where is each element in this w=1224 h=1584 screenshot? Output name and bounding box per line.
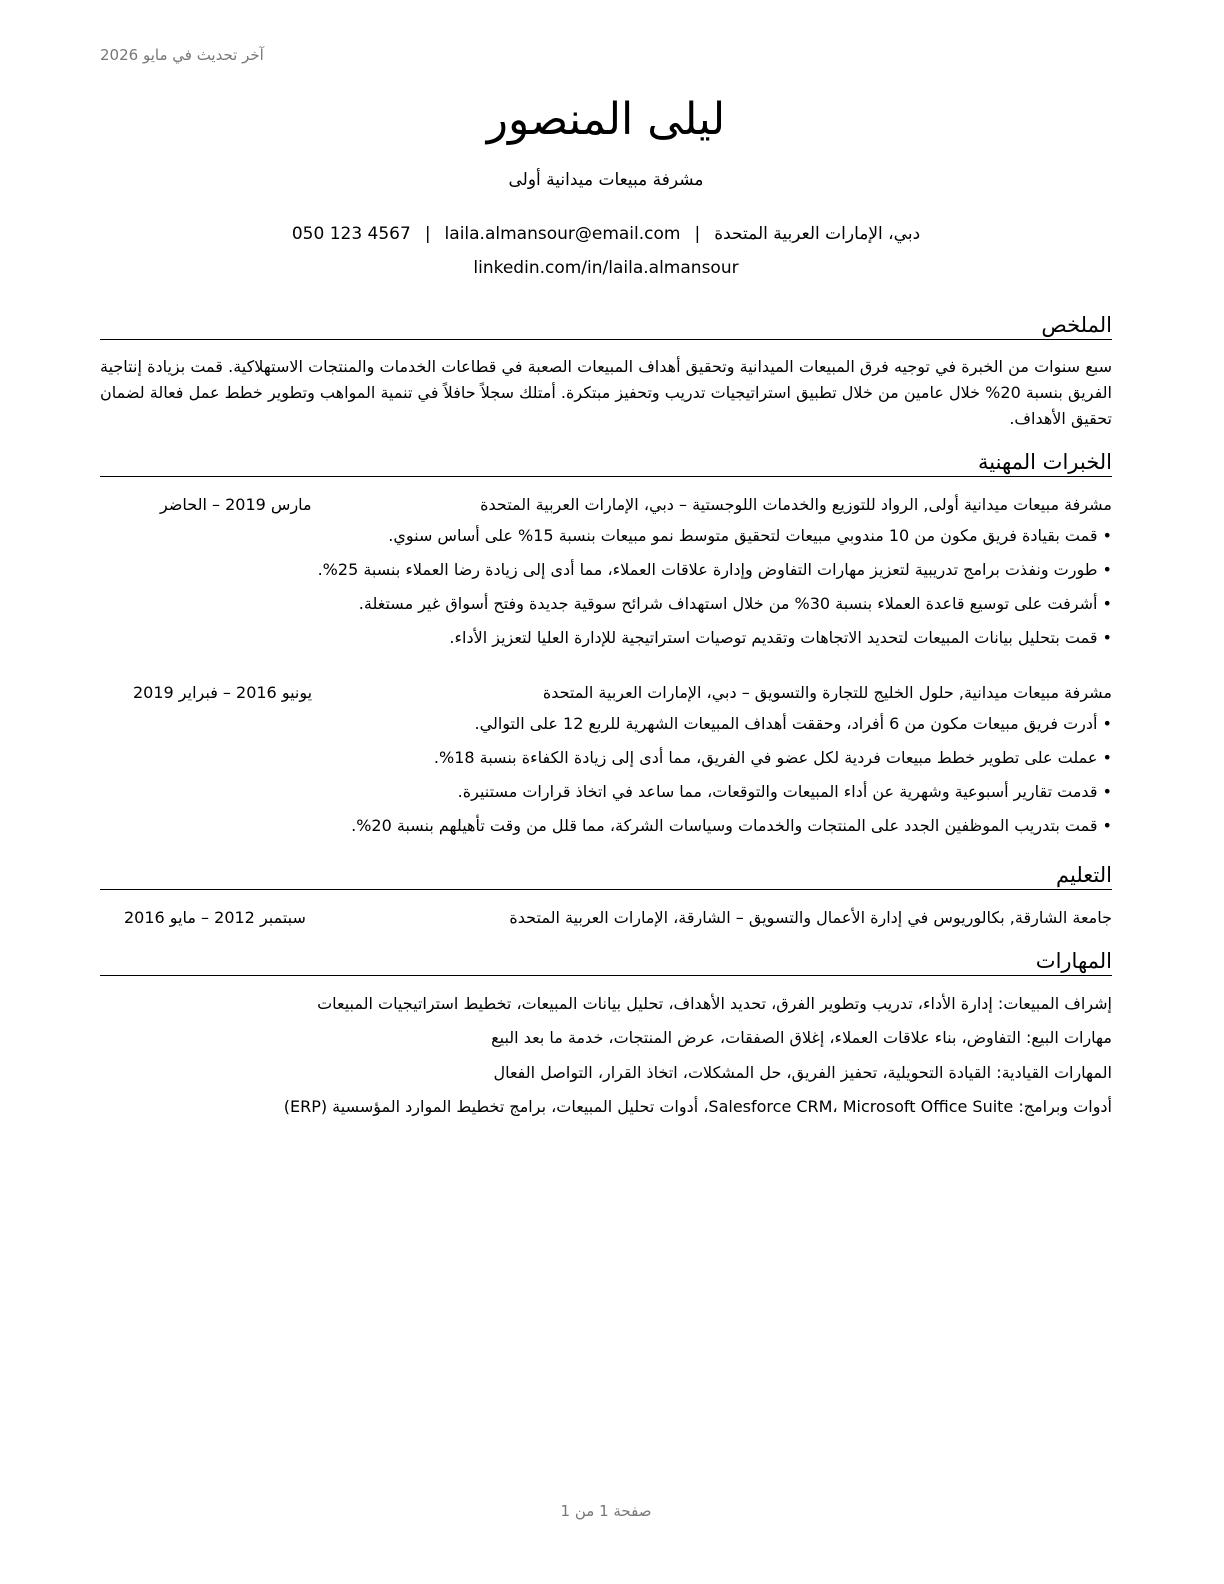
page-number: صفحة 1 من 1: [560, 1502, 652, 1520]
last-updated-note: آخر تحديث في مايو 2026: [100, 46, 264, 64]
job-bullet: • قمت بقيادة فريق مكون من 10 مندوبي مبيعات لتحقيق متوسط نمو مبيعات بنسبة 15% على أساس سنوي.: [100, 519, 1112, 553]
summary-heading: الملخص: [100, 312, 1112, 340]
contact-separator: |: [694, 224, 701, 244]
contact-line: [100, 224, 1112, 244]
skill-line: إشراف المبيعات: إدارة الأداء، تدريب وتطوير الفرق، تحديد الأهداف، تحليل بيانات المبيعات، تخطيط استراتيجيات المبيعات: [317, 994, 1112, 1013]
job-bullet: • قمت بتحليل بيانات المبيعات لتحديد الاتجاهات وتقديم توصيات استراتيجية للإدارة العليا لتعزيز الأداء.: [100, 621, 1112, 655]
job-bullets: [100, 707, 1112, 843]
location-text: دبي، الإمارات العربية المتحدة: [714, 224, 921, 244]
candidate-headline: مشرفة مبيعات ميدانية أولى: [508, 170, 704, 190]
job-bullet: • أدرت فريق مبيعات مكون من 6 أفراد، وحققت أهداف المبيعات الشهرية للربع 12 على التوالي.: [100, 707, 1112, 741]
job-role: مشرفة مبيعات ميدانية أولى, الرواد للتوزيع والخدمات اللوجستية – دبي، الإمارات العربية المتحدة: [480, 495, 1112, 514]
skill-line: مهارات البيع: التفاوض، بناء علاقات العملاء، إغلاق الصفقات، عرض المنتجات، خدمة ما بعد البيع: [491, 1028, 1112, 1047]
resume-page: [100, 0, 1112, 1584]
job-bullet: • قمت بتدريب الموظفين الجدد على المنتجات والخدمات وسياسات الشركة، مما قلل من وقت تأهيلهم بنسبة 20%.: [100, 809, 1112, 843]
job-role: مشرفة مبيعات ميدانية, حلول الخليج للتجارة والتسويق – دبي، الإمارات العربية المتحدة: [542, 683, 1112, 702]
email-link[interactable]: laila.almansour@email.com: [444, 224, 681, 244]
job-date: مارس 2019 – الحاضر: [160, 495, 312, 514]
experience-heading: الخبرات المهنية: [100, 449, 1112, 477]
education-heading: التعليم: [100, 862, 1112, 890]
skills-heading: المهارات: [100, 948, 1112, 976]
education-date: سبتمبر 2012 – مايو 2016: [124, 908, 306, 927]
job-bullet: • أشرفت على توسيع قاعدة العملاء بنسبة 30% من خلال استهداف شرائح سوقية جديدة وفتح أسواق غير مستغلة.: [100, 587, 1112, 621]
job-bullet: • طورت ونفذت برامج تدريبية لتعزيز مهارات التفاوض وإدارة علاقات العملاء، مما أدى إلى زيادة رضا العملاء بنسبة 25%.: [100, 553, 1112, 587]
skill-line: أدوات وبرامج: Salesforce CRM، Microsoft Office Suite، أدوات تحليل المبيعات، برامج تخطيط الموارد المؤسسية (ERP): [283, 1097, 1112, 1116]
job-bullets: [100, 519, 1112, 655]
job-date: يونيو 2016 – فبراير 2019: [133, 683, 313, 702]
skill-line: المهارات القيادية: القيادة التحويلية، تحفيز الفريق، حل المشكلات، اتخاذ القرار، التواصل الفعال: [493, 1063, 1112, 1082]
job-bullet: • قدمت تقارير أسبوعية وشهرية عن أداء المبيعات والتوقعات، مما ساعد في اتخاذ قرارات مستنيرة.: [100, 775, 1112, 809]
phone-text: 050 123 4567: [291, 224, 411, 244]
summary-text: سبع سنوات من الخبرة في توجيه فرق المبيعات الميدانية وتحقيق أهداف المبيعات الصعبة في قطاعات الخدمات والمنتجات الاستهلاكية. قمت بزيادة إنتاجية الفريق بنسبة 20% خلال عامين من خلال تطبيق استراتيجيات تدريب وتحفيز مبتكرة. أمتلك سجلاً حافلاً في تنمية المواهب وتطوير خطط عمل فعالة لضمان تحقيق الأهداف.: [100, 357, 1113, 428]
linkedin-link[interactable]: linkedin.com/in/laila.almansour: [473, 258, 739, 278]
candidate-name: ليلى المنصور: [486, 94, 726, 145]
contact-separator: |: [424, 224, 431, 244]
education-degree: جامعة الشارقة, بكالوريوس في إدارة الأعمال والتسويق – الشارقة، الإمارات العربية المتحدة: [509, 908, 1112, 927]
job-bullet: • عملت على تطوير خطط مبيعات فردية لكل عضو في الفريق، مما أدى إلى زيادة الكفاءة بنسبة 18%.: [100, 741, 1112, 775]
